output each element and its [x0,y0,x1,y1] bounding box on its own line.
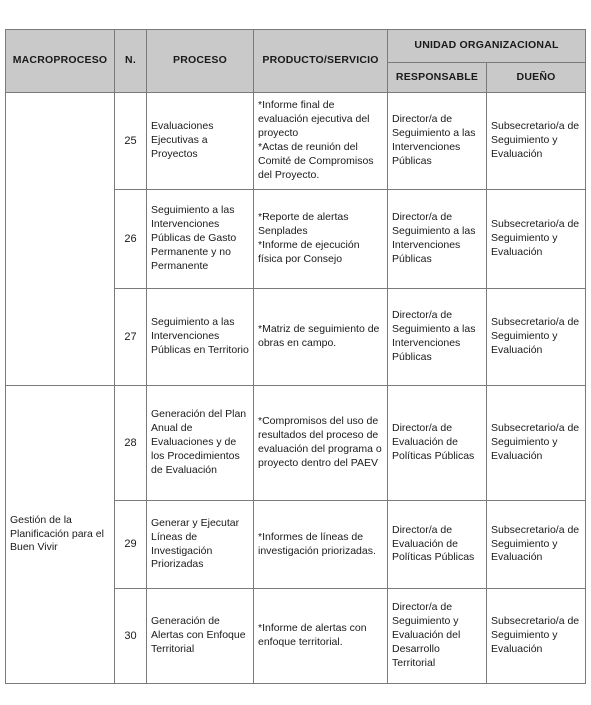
header-dueno: DUEÑO [487,63,586,93]
row-number: 29 [115,501,147,589]
header-responsable: RESPONSABLE [388,63,487,93]
producto-line: *Matriz de seguimiento de obras en campo. [258,323,380,349]
row-number: 27 [115,289,147,386]
row-number: 30 [115,589,147,684]
producto-cell [254,289,388,386]
proceso-cell: Generación de Alertas con Enfoque Territorial [147,589,254,684]
responsable-cell: Director/a de Seguimiento a las Intervenciones Públicas [388,190,487,289]
dueno-cell: Subsecretario/a de Seguimiento y Evaluación [487,589,586,684]
producto-cell [254,386,388,501]
dueno-cell: Subsecretario/a de Seguimiento y Evaluación [487,190,586,289]
proceso-cell: Evaluaciones Ejecutivas a Proyectos [147,93,254,190]
dueno-cell: Subsecretario/a de Seguimiento y Evaluación [487,501,586,589]
header-row-1 [6,30,586,63]
producto-cell [254,190,388,289]
header-proceso: PROCESO [147,30,254,93]
responsable-cell: Director/a de Evaluación de Políticas Públicas [388,501,487,589]
producto-line: *Informe final de evaluación ejecutiva del proyecto *Actas de reunión del Comité de Compromisos del Proyecto. [258,99,374,181]
producto-cell [254,501,388,589]
header-macroproceso: MACROPROCESO [6,30,115,93]
header-n: N. [115,30,147,93]
responsable-cell: Director/a de Seguimiento a las Intervenciones Públicas [388,93,487,190]
row-number: 28 [115,386,147,501]
proceso-cell: Seguimiento a las Intervenciones Públicas de Gasto Permanente y no Permanente [147,190,254,289]
dueno-cell: Subsecretario/a de Seguimiento y Evaluación [487,289,586,386]
table-row [6,93,586,190]
producto-cell [254,589,388,684]
proceso-cell: Seguimiento a las Intervenciones Públicas en Territorio [147,289,254,386]
macroproceso-cell: Gestión de la Planificación para el Buen Vivir [6,386,115,684]
producto-line: *Informe de alertas con enfoque territorial. [258,622,367,648]
macroproceso-cell [6,93,115,386]
row-number: 26 [115,190,147,289]
producto-cell [254,93,388,190]
process-table [5,29,586,684]
header-producto: PRODUCTO/SERVICIO [254,30,388,93]
producto-line: *Compromisos del uso de resultados del proceso de evaluación del programa o proyecto dentro del PAEV [258,415,382,469]
dueno-cell: Subsecretario/a de Seguimiento y Evaluación [487,93,586,190]
proceso-cell: Generar y Ejecutar Líneas de Investigación Priorizadas [147,501,254,589]
table-row [6,386,586,501]
proceso-cell: Generación del Plan Anual de Evaluaciones y de los Procedimientos de Evaluación [147,386,254,501]
row-number: 25 [115,93,147,190]
responsable-cell: Director/a de Evaluación de Políticas Públicas [388,386,487,501]
responsable-cell: Director/a de Seguimiento a las Intervenciones Públicas [388,289,487,386]
dueno-cell: Subsecretario/a de Seguimiento y Evaluación [487,386,586,501]
header-unidad-organizacional: UNIDAD ORGANIZACIONAL [388,30,586,63]
responsable-cell: Director/a de Seguimiento y Evaluación del Desarrollo Territorial [388,589,487,684]
producto-line: *Informes de líneas de investigación priorizadas. [258,530,376,557]
producto-line: *Reporte de alertas Senplades *Informe de ejecución física por Consejo [258,211,360,265]
